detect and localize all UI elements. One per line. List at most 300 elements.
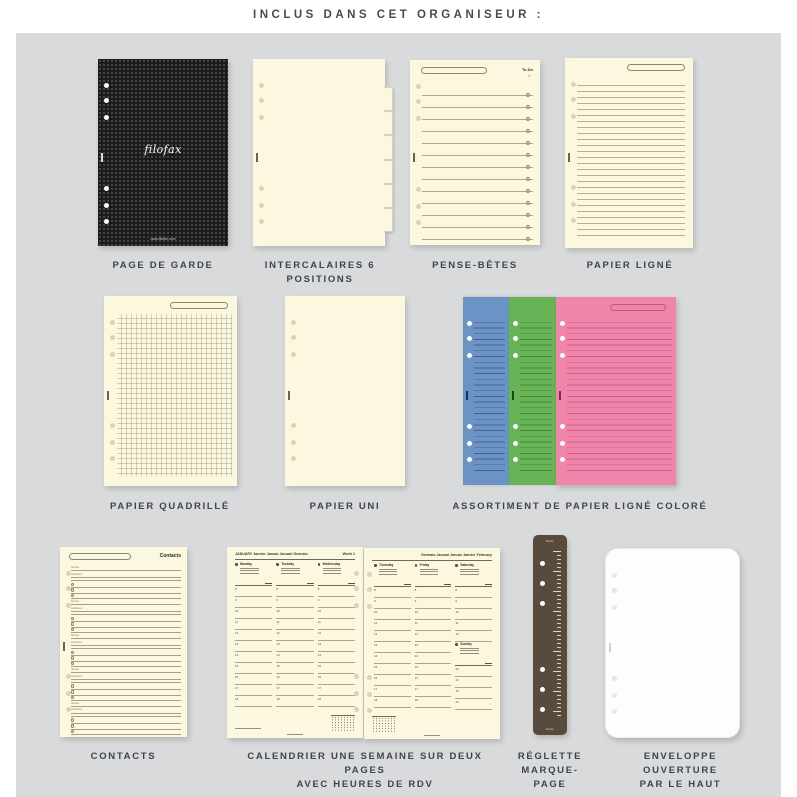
cal-bar bbox=[281, 568, 300, 569]
cal-row bbox=[374, 609, 411, 620]
cal-row bbox=[235, 619, 272, 630]
cal-h: 16 bbox=[455, 700, 459, 704]
cal-row bbox=[318, 652, 355, 663]
cal-row bbox=[318, 608, 355, 619]
c-line bbox=[71, 671, 181, 673]
div-tab bbox=[384, 111, 393, 135]
cal-row bbox=[374, 642, 411, 653]
binder-holes bbox=[571, 82, 576, 227]
c-irow bbox=[71, 617, 181, 622]
cal-h: 13 bbox=[276, 642, 280, 646]
grid-paper-card bbox=[104, 296, 237, 486]
title-box bbox=[627, 64, 685, 71]
footer-mark bbox=[235, 728, 261, 729]
item-label-intercalaires: INTERCALAIRES 6 POSITIONS bbox=[264, 260, 376, 285]
cal-h: 15 bbox=[455, 689, 459, 693]
cal-h: 13 bbox=[317, 642, 321, 646]
cal-h: 16 bbox=[317, 675, 321, 679]
ruler-ticks bbox=[553, 551, 561, 719]
cal-h: 8 bbox=[317, 587, 320, 591]
todo-row bbox=[422, 216, 533, 228]
week-number: Week 1 bbox=[342, 552, 355, 556]
cal-row bbox=[276, 652, 313, 663]
calendar-left-header bbox=[235, 552, 355, 560]
cal-dot bbox=[415, 564, 418, 567]
c-line bbox=[71, 576, 181, 578]
c-irow bbox=[71, 662, 181, 667]
cal-row bbox=[235, 652, 272, 663]
title-box bbox=[610, 304, 666, 311]
c-line bbox=[71, 681, 181, 683]
filofax-url: www.filofax.com bbox=[150, 237, 176, 241]
cal-dot bbox=[318, 563, 321, 566]
cal-bar bbox=[460, 571, 478, 572]
cal-bar bbox=[460, 650, 478, 651]
cal-h: 13 bbox=[455, 667, 459, 671]
cal-dayname: Monday bbox=[240, 562, 253, 566]
cal-h: 12 bbox=[235, 631, 239, 635]
todo-row bbox=[422, 96, 533, 108]
c-lbl: Name bbox=[71, 700, 80, 705]
dividers-card bbox=[253, 59, 385, 246]
cal-h: 9 bbox=[455, 599, 458, 603]
label-line-2: AVEC HEURES DE RDV bbox=[296, 779, 434, 790]
c-lbl: Name bbox=[71, 598, 80, 603]
c-ico bbox=[71, 730, 74, 733]
cal-h: 10 bbox=[235, 609, 239, 613]
cal-bar bbox=[240, 568, 259, 569]
cal-row bbox=[415, 664, 452, 675]
cal-dayname: Thursday bbox=[379, 563, 394, 567]
cal-col bbox=[235, 562, 272, 712]
item-label-page-de-garde: PAGE DE GARDE bbox=[112, 260, 214, 271]
cal-row bbox=[455, 587, 492, 598]
c-irow bbox=[71, 628, 181, 633]
envelope-card bbox=[605, 548, 740, 738]
cal-h: 15 bbox=[235, 664, 239, 668]
cal-row bbox=[415, 686, 452, 697]
cal-row bbox=[276, 619, 313, 630]
cal-row bbox=[374, 686, 411, 697]
c-irow bbox=[71, 656, 181, 661]
todo-card bbox=[410, 60, 540, 245]
title-box bbox=[170, 302, 228, 309]
cal-row bbox=[318, 696, 355, 707]
cal-h: 8 bbox=[414, 588, 417, 592]
cal-row bbox=[415, 587, 452, 598]
contacts-rows bbox=[71, 566, 181, 736]
cal-h: 16 bbox=[414, 676, 419, 680]
cal-row bbox=[415, 675, 452, 686]
cal-h: 9 bbox=[317, 598, 320, 602]
cal-h: 10 bbox=[414, 610, 419, 614]
cal-h: 8 bbox=[455, 588, 458, 592]
c-irow bbox=[71, 583, 181, 588]
item-label-assortiment: ASSORTIMENT DE PAPIER LIGNÉ COLORÉ bbox=[452, 501, 708, 512]
contacts-card bbox=[60, 547, 187, 737]
cal-row bbox=[415, 642, 452, 653]
todo-row bbox=[422, 180, 533, 192]
cal-row bbox=[235, 608, 272, 619]
side-print bbox=[466, 391, 468, 400]
cal-col bbox=[276, 562, 313, 712]
title-box bbox=[69, 553, 131, 560]
cal-row bbox=[318, 586, 355, 597]
c-ico bbox=[71, 594, 74, 597]
c-lbl: Address bbox=[71, 571, 83, 576]
binder-holes bbox=[416, 84, 421, 229]
cal-h: 14 bbox=[276, 653, 280, 657]
cal-row bbox=[276, 630, 313, 641]
div-tab bbox=[384, 135, 393, 159]
c-ico bbox=[71, 662, 74, 665]
calendar-left-cols bbox=[235, 562, 355, 712]
page-footer-mark bbox=[424, 735, 440, 736]
cal-h: 16 bbox=[235, 675, 239, 679]
cal-h: 11 bbox=[317, 620, 321, 624]
cal-day bbox=[276, 562, 313, 581]
cal-day bbox=[415, 563, 452, 582]
label-line-1: RÉGLETTE bbox=[517, 751, 583, 762]
div-tab bbox=[384, 160, 393, 184]
cal-h: 12 bbox=[414, 632, 419, 636]
cal-h: 14 bbox=[235, 653, 239, 657]
c-lbl: Address bbox=[71, 605, 83, 610]
binder-holes bbox=[612, 573, 617, 718]
cal-row bbox=[276, 674, 313, 685]
page-title: INCLUS DANS CET ORGANISEUR : bbox=[253, 9, 544, 21]
c-ico bbox=[71, 622, 74, 625]
cal-bar bbox=[281, 573, 300, 574]
cal-dayname: Wednesday bbox=[322, 562, 341, 566]
cal-h: 17 bbox=[414, 687, 419, 691]
c-irow bbox=[71, 594, 181, 599]
calendar-right-header bbox=[372, 553, 492, 561]
c-irow bbox=[71, 623, 181, 628]
cal-dayname: Saturday bbox=[460, 563, 474, 567]
cal-h: 17 bbox=[276, 686, 280, 690]
cal-h: 15 bbox=[414, 665, 419, 669]
cal-row bbox=[455, 609, 492, 620]
side-print bbox=[413, 153, 415, 162]
c-ico bbox=[71, 617, 74, 620]
cal-h: 11 bbox=[374, 621, 378, 625]
cal-h: 15 bbox=[276, 664, 280, 668]
todo-row bbox=[422, 228, 533, 240]
label-line-2: PAR LE HAUT bbox=[639, 779, 722, 790]
todo-row bbox=[422, 84, 533, 96]
todo-header: To Do bbox=[521, 67, 533, 72]
cal-h: 11 bbox=[276, 620, 280, 624]
cal-row bbox=[235, 674, 272, 685]
cal-col bbox=[455, 563, 492, 713]
cal-h: 14 bbox=[455, 678, 459, 682]
cal-bar bbox=[323, 568, 342, 569]
ruler-card bbox=[533, 535, 567, 735]
cal-h: 14 bbox=[414, 654, 419, 658]
side-print bbox=[288, 391, 290, 400]
cal-h: 12 bbox=[276, 631, 280, 635]
side-print bbox=[107, 391, 109, 400]
colored-paper-card bbox=[463, 297, 676, 485]
side-print bbox=[559, 391, 561, 400]
cal-h: 17 bbox=[374, 687, 378, 691]
cal-h: 9 bbox=[276, 598, 278, 602]
cal-row bbox=[415, 697, 452, 708]
c-ico bbox=[71, 651, 74, 654]
cal-h: 15 bbox=[374, 665, 378, 669]
c-irow bbox=[71, 730, 181, 735]
cal-dot bbox=[235, 563, 238, 566]
c-lbl: Address bbox=[71, 707, 83, 712]
cal-h: 11 bbox=[414, 621, 418, 625]
c-line bbox=[71, 678, 181, 680]
cal-row bbox=[318, 619, 355, 630]
cal-bar bbox=[323, 573, 342, 574]
sheet-blue bbox=[463, 297, 509, 485]
cal-bar bbox=[460, 569, 478, 570]
todo-rows bbox=[422, 84, 533, 240]
c-ico bbox=[71, 684, 74, 687]
binder-holes bbox=[291, 320, 296, 465]
cal-bar bbox=[420, 571, 438, 572]
cal-row bbox=[415, 598, 452, 609]
c-irow bbox=[71, 589, 181, 594]
cal-h: 13 bbox=[374, 643, 378, 647]
item-label-papier-uni: PAPIER UNI bbox=[309, 501, 381, 512]
cal-row bbox=[455, 699, 492, 710]
cal-dot bbox=[455, 564, 458, 567]
cal-row bbox=[374, 620, 411, 631]
c-line bbox=[71, 613, 181, 615]
cal-h: 9 bbox=[414, 599, 417, 603]
cal-h: 17 bbox=[235, 686, 239, 690]
side-print bbox=[256, 153, 258, 162]
cal-h: 17 bbox=[317, 686, 321, 690]
c-irow bbox=[71, 724, 181, 729]
cal-row bbox=[276, 685, 313, 696]
c-ico bbox=[71, 724, 74, 727]
cal-h: 10 bbox=[455, 610, 459, 614]
page-footer-mark bbox=[287, 734, 303, 735]
binder-holes bbox=[354, 571, 359, 716]
cal-dot bbox=[455, 643, 458, 646]
cal-row bbox=[455, 677, 492, 688]
cal-bar bbox=[281, 570, 300, 571]
side-print bbox=[512, 391, 514, 400]
c-line bbox=[71, 637, 181, 639]
item-label-papier-quadrille: PAPIER QUADRILLÉ bbox=[110, 501, 230, 512]
flyleaf-card bbox=[98, 59, 228, 246]
cal-bar bbox=[379, 574, 397, 575]
cal-h: 16 bbox=[374, 676, 378, 680]
cal-h: 9 bbox=[235, 598, 237, 602]
cal-row bbox=[455, 666, 492, 677]
item-label-reglette bbox=[505, 750, 595, 792]
c-ico bbox=[71, 656, 74, 659]
cal-h: 14 bbox=[374, 654, 378, 658]
item-label-enveloppe bbox=[608, 750, 753, 792]
cal-row bbox=[415, 620, 452, 631]
lined-paper-card bbox=[565, 58, 693, 248]
filofax-logo: filofax bbox=[546, 727, 554, 731]
binder-holes bbox=[560, 321, 565, 466]
filofax-logo: filofax bbox=[546, 539, 554, 543]
item-label-pense-betes: PENSE-BÊTES bbox=[432, 260, 518, 271]
c-line bbox=[71, 610, 181, 612]
side-print bbox=[609, 643, 611, 652]
cal-h: 8 bbox=[235, 587, 237, 591]
cal-h: 18 bbox=[235, 697, 239, 701]
filofax-logo: filofax bbox=[144, 143, 182, 157]
binder-holes bbox=[467, 321, 472, 466]
cal-row bbox=[455, 598, 492, 609]
c-irow bbox=[71, 690, 181, 695]
label-line-2: MARQUE-PAGE bbox=[521, 765, 579, 790]
cal-row bbox=[318, 685, 355, 696]
cal-day bbox=[318, 562, 355, 581]
side-print bbox=[63, 642, 65, 651]
todo-row bbox=[422, 204, 533, 216]
c-line bbox=[71, 712, 181, 714]
c-line bbox=[71, 603, 181, 605]
c-irow bbox=[71, 696, 181, 701]
c-irow bbox=[71, 685, 181, 690]
cal-row bbox=[235, 641, 272, 652]
todo-row bbox=[422, 120, 533, 132]
cal-bar bbox=[460, 653, 478, 654]
cal-row bbox=[235, 586, 272, 597]
cal-row bbox=[374, 675, 411, 686]
c-line bbox=[71, 579, 181, 581]
cal-h: 12 bbox=[317, 631, 321, 635]
cal-row bbox=[415, 653, 452, 664]
cal-h: 15 bbox=[317, 664, 321, 668]
c-ico bbox=[71, 690, 74, 693]
cal-h: 18 bbox=[414, 698, 419, 702]
cal-row bbox=[276, 641, 313, 652]
cal-h: 11 bbox=[455, 621, 459, 625]
sheet-pink bbox=[556, 297, 676, 485]
cal-h: 11 bbox=[235, 620, 239, 624]
cal-row bbox=[374, 664, 411, 675]
item-label-calendrier bbox=[230, 750, 500, 792]
todo-circle bbox=[526, 237, 530, 241]
calendar-left-page bbox=[227, 547, 363, 738]
cal-row bbox=[374, 598, 411, 609]
cal-row bbox=[276, 586, 313, 597]
todo-row bbox=[422, 168, 533, 180]
cal-row bbox=[455, 620, 492, 631]
todo-row bbox=[422, 144, 533, 156]
cal-dayname: Friday bbox=[419, 563, 430, 567]
cal-row bbox=[235, 597, 272, 608]
c-lbl: Name bbox=[71, 666, 80, 671]
side-print bbox=[568, 153, 570, 162]
c-lbl: Name bbox=[71, 632, 80, 637]
cal-day bbox=[455, 642, 492, 661]
c-ico bbox=[71, 718, 74, 721]
todo-row bbox=[422, 132, 533, 144]
c-ico bbox=[71, 588, 74, 591]
cal-bar bbox=[240, 573, 259, 574]
ruled-lines bbox=[520, 317, 552, 475]
cal-col bbox=[415, 563, 452, 713]
calendar-right-page bbox=[364, 548, 500, 739]
plain-paper-card bbox=[285, 296, 405, 486]
cal-row bbox=[374, 587, 411, 598]
div-tab bbox=[384, 208, 393, 232]
cal-row bbox=[318, 674, 355, 685]
cal-day bbox=[235, 562, 272, 581]
cal-row bbox=[276, 597, 313, 608]
c-lbl: Address bbox=[71, 639, 83, 644]
c-irow bbox=[71, 651, 181, 656]
cal-h: 13 bbox=[414, 643, 419, 647]
cal-dot bbox=[374, 564, 377, 567]
cal-h: 8 bbox=[276, 587, 278, 591]
ruled-lines bbox=[567, 317, 672, 475]
cal-day bbox=[455, 563, 492, 582]
c-line bbox=[71, 715, 181, 717]
cal-h: 10 bbox=[276, 609, 280, 613]
cal-row bbox=[235, 685, 272, 696]
cal-h: 10 bbox=[374, 610, 378, 614]
cal-h: 18 bbox=[317, 697, 321, 701]
cal-bar bbox=[460, 648, 478, 649]
label-line-1: CALENDRIER UNE SEMAINE SUR DEUX PAGES bbox=[247, 751, 483, 776]
ruled-lines bbox=[577, 80, 685, 236]
cal-h: 18 bbox=[374, 698, 378, 702]
cal-bar bbox=[379, 569, 397, 570]
contacts-header: Contacts bbox=[159, 553, 181, 559]
div-tab bbox=[384, 87, 393, 111]
c-irow bbox=[71, 719, 181, 724]
cal-dayname: Sunday bbox=[460, 642, 472, 646]
cal-bar bbox=[240, 570, 259, 571]
title-box bbox=[421, 67, 487, 74]
cal-dot bbox=[276, 563, 279, 566]
calendar-right-cols bbox=[374, 563, 492, 713]
ruled-lines bbox=[474, 317, 505, 475]
c-lbl: Address bbox=[71, 673, 83, 678]
month-header: JANUARY Janvier Januar Januari Gennaio bbox=[235, 552, 308, 556]
cal-bar bbox=[323, 570, 342, 571]
item-label-contacts: CONTACTS bbox=[90, 751, 157, 762]
cal-row bbox=[276, 608, 313, 619]
cal-row bbox=[318, 641, 355, 652]
cal-col bbox=[374, 563, 411, 713]
cal-bar bbox=[460, 574, 478, 575]
cal-row bbox=[415, 631, 452, 642]
c-ico bbox=[71, 583, 74, 586]
todo-row bbox=[422, 108, 533, 120]
cal-h: 10 bbox=[317, 609, 321, 613]
todo-row bbox=[422, 192, 533, 204]
todo-row bbox=[422, 156, 533, 168]
cal-day bbox=[374, 563, 411, 582]
cal-row bbox=[318, 597, 355, 608]
cal-bar bbox=[420, 569, 438, 570]
label-line-1: ENVELOPPE OUVERTURE bbox=[643, 751, 718, 776]
cal-h: 9 bbox=[374, 599, 376, 603]
cal-row bbox=[235, 630, 272, 641]
c-line bbox=[71, 569, 181, 571]
check-icon: ✓ bbox=[527, 73, 531, 78]
c-line bbox=[71, 647, 181, 649]
cal-bar bbox=[420, 574, 438, 575]
cal-row bbox=[415, 609, 452, 620]
